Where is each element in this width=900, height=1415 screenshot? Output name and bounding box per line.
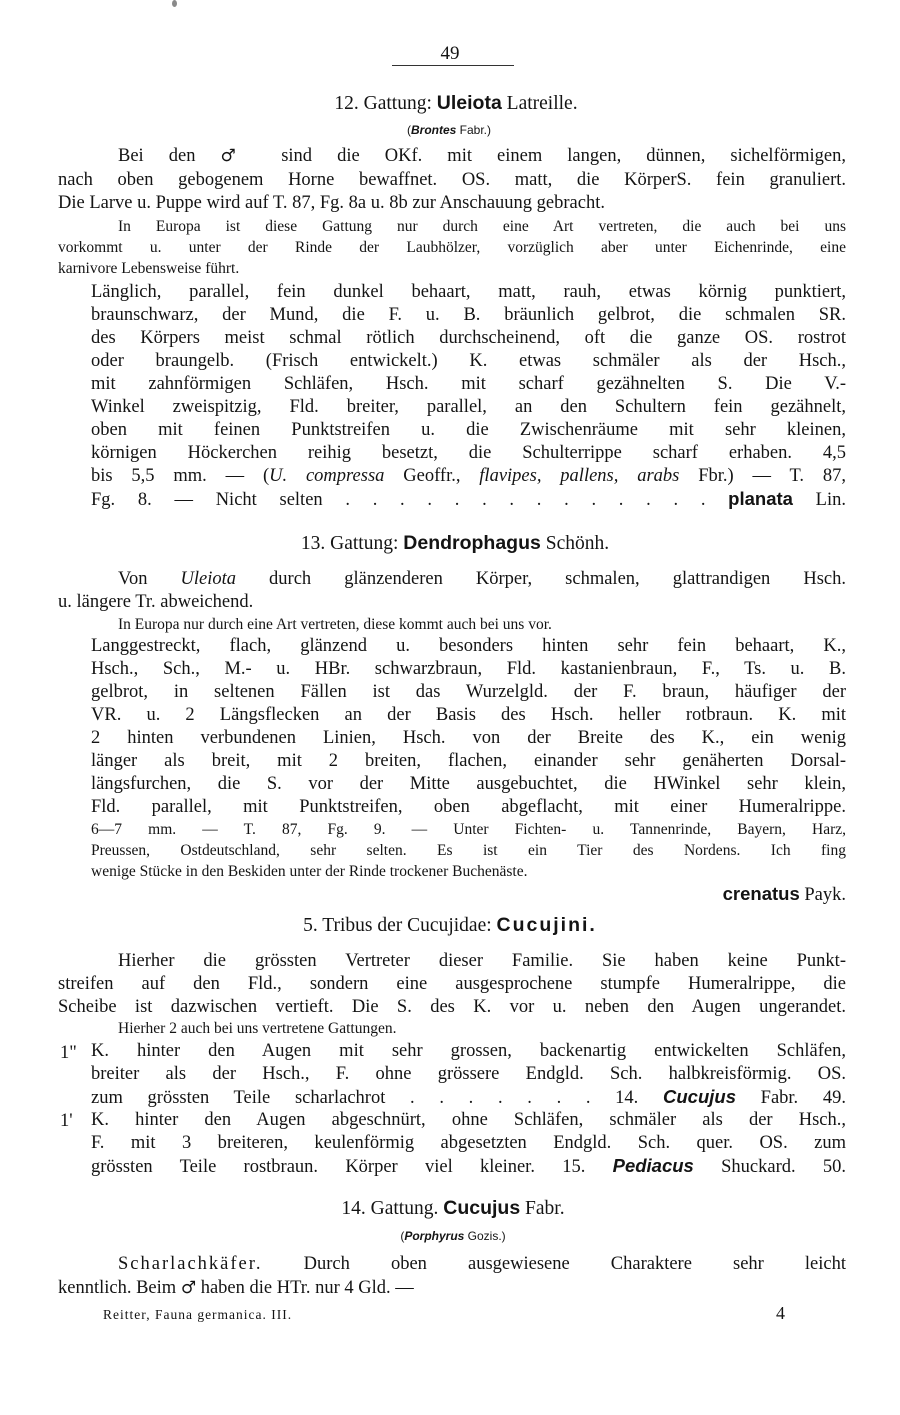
- key-line: F. mit 3 breiteren, keulenförmig abgesetzten Endgld. Sch. quer. OS. zum: [91, 1133, 846, 1153]
- genus-12-description-line: körnigen Höckerchen reihig besetzt, die Schulterrippe scharf erhaben. 4,5: [91, 443, 846, 463]
- tribus-para-line: Scheibe ist dazwischen vertieft. Die S. des K. vor u. neben den Augen ungerandet.: [58, 997, 846, 1017]
- genus-14-para-line: Scharlachkäfer. Durch oben ausgewiesene Charaktere sehr leicht: [118, 1254, 846, 1274]
- genus-13-description-line: Langgestreckt, flach, glänzend u. besonders hinten sehr fein behaart, K.,: [91, 636, 846, 656]
- genus-12-para-line: nach oben gebogenem Horne bewaffnet. OS. matt, die KörperS. fein granuliert.: [58, 170, 846, 190]
- species-name: crenatus: [722, 883, 800, 904]
- genus-12-species-line: Fg. 8. — Nicht selten . . . . . . . . . . . . . . planata Lin.: [91, 488, 846, 510]
- genus-13-description-line: 6—7 mm. — T. 87, Fg. 9. — Unter Fichten- u. Tannenrinde, Bayern, Harz,: [91, 821, 846, 838]
- genus-12-para-line: Die Larve u. Puppe wird auf T. 87, Fg. 8a u. 8b zur Anschauung gebracht.: [58, 193, 605, 213]
- genus-12-note-line: karnivore Lebensweise führt.: [58, 260, 240, 277]
- header-rule: [392, 65, 514, 66]
- tribus-heading: 5. Tribus der Cucujidae: Cucujini.: [303, 914, 597, 936]
- genus-14-para-line: kenntlich. Beim ♂ haben die HTr. nur 4 Gld. —: [58, 1278, 414, 1298]
- key-line: breiter als der Hsch., F. ohne grössere Endgld. Sch. halbkreisförmig. OS.: [91, 1064, 846, 1084]
- genus-13-description-line: gelbrot, in seltenen Fällen ist das Wurzelgld. der F. braun, häufiger der: [91, 682, 846, 702]
- footer-signature: 4: [776, 1303, 785, 1323]
- footer-source: Reitter, Fauna germanica. III.: [103, 1307, 293, 1322]
- genus-name: Dendrophagus: [403, 532, 541, 554]
- genus-13-description-line: länger als breit, mit 2 breiten, flachen, einander sehr genäherten Dorsal-: [91, 751, 846, 771]
- print-speck: [172, 0, 177, 7]
- species-name: planata: [728, 488, 793, 509]
- genus-13-description-line: Hsch., Sch., M.- u. HBr. schwarzbraun, Fld. kastanienbraun, F., Ts. u. B.: [91, 659, 846, 679]
- genus-13-description-line: Preussen, Ostdeutschland, sehr selten. Es ist ein Tier des Nordens. Ich fing: [91, 842, 846, 859]
- genus-13-description-line: wenige Stücke in den Beskiden unter der Rinde trockener Buchenäste.: [91, 863, 528, 880]
- genus-name: Cucujus: [443, 1197, 521, 1219]
- tribus-name: Cucujini.: [496, 914, 597, 936]
- page-number: 49: [440, 43, 460, 64]
- genus-12-description-line: des Körpers meist schmal rötlich durchscheinend, oft die ganze OS. rostrot: [91, 328, 846, 348]
- key-line: K. hinter den Augen abgeschnürt, ohne Schläfen, schmäler als der Hsch.,: [91, 1110, 846, 1130]
- key-marker: 1": [60, 1043, 77, 1063]
- tribus-note-line: Hierher 2 auch bei uns vertretene Gattungen.: [118, 1020, 397, 1037]
- genus-12-description-line: Länglich, parallel, fein dunkel behaart, matt, rauh, etwas körnig punktiert,: [91, 282, 846, 302]
- genus-13-description-line: VR. u. 2 Längsflecken an der Basis des Hsch. heller rotbraun. K. mit: [91, 705, 846, 725]
- genus-12-synonym: (Brontes Fabr.): [406, 123, 492, 137]
- genus-13-description-line: längsfurchen, die S. vor der Mitte ausgebuchtet, die HWinkel sehr klein,: [91, 774, 846, 794]
- genus-12-description-line: Winkel zweispitzig, Fld. breiter, parallel, an den Schultern fein gezähnelt,: [91, 397, 846, 417]
- genus-name: Pediacus: [612, 1155, 694, 1176]
- key-line: grössten Teile rostbraun. Körper viel kleiner. 15. Pediacus Shuckard. 50.: [91, 1155, 847, 1177]
- genus-14-heading: 14. Gattung. Cucujus Fabr.: [341, 1197, 565, 1219]
- genus-14-synonym: (Porphyrus Gozis.): [400, 1229, 506, 1243]
- genus-12-para-line: Bei den ♂ sind die OKf. mit einem langen, dünnen, sichelförmigen,: [118, 146, 846, 166]
- genus-12-description-line: oben mit feinen Punktstreifen u. die Zwischenräume mit sehr kleinen,: [91, 420, 846, 440]
- genus-12-description-line: mit zahnförmigen Schläfen, Hsch. mit scharf gezähnelten S. Die V.-: [91, 374, 846, 394]
- key-line: K. hinter den Augen mit sehr grossen, backenartig entwickelten Schläfen,: [91, 1041, 846, 1061]
- tribus-para-line: streifen auf den Fld., sondern eine ausgesprochene stumpfe Humeralrippe, die: [58, 974, 846, 994]
- genus-12-description-line: bis 5,5 mm. — (U. compressa Geoffr., flavipes, pallens, arabs Fbr.) — T. 87,: [91, 466, 847, 486]
- genus-13-description-line: 2 hinten verbundenen Linien, Hsch. von der Breite des K., ein wenig: [91, 728, 846, 748]
- genus-name: Uleiota: [436, 92, 502, 114]
- genus-13-note-line: In Europa nur durch eine Art vertreten, diese kommt auch bei uns vor.: [118, 616, 552, 633]
- key-line: zum grössten Teile scharlachrot . . . . . . . 14. Cucujus Fabr. 49.: [91, 1086, 846, 1108]
- genus-name: Cucujus: [663, 1086, 736, 1107]
- genus-13-heading: 13. Gattung: Dendrophagus Schönh.: [300, 532, 610, 554]
- genus-12-description-line: oder braungelb. (Frisch entwickelt.) K. etwas schmäler als der Hsch.,: [91, 351, 846, 371]
- genus-13-para-line: u. längere Tr. abweichend.: [58, 592, 254, 612]
- genus-12-heading: 12. Gattung: Uleiota Latreille.: [334, 92, 578, 114]
- key-marker: 1': [60, 1111, 73, 1131]
- tribus-para-line: Hierher die grössten Vertreter dieser Familie. Sie haben keine Punkt-: [118, 951, 846, 971]
- genus-13-species-line: crenatus Payk.: [722, 883, 846, 905]
- genus-13-para-line: Von Uleiota durch glänzenderen Körper, schmalen, glattrandigen Hsch.: [118, 569, 846, 589]
- male-symbol-icon: ♂: [180, 1278, 197, 1298]
- genus-13-description-line: Fld. parallel, mit Punktstreifen, oben abgeflacht, mit einer Humeralrippe.: [91, 797, 846, 817]
- male-symbol-icon: ♂: [220, 146, 257, 166]
- genus-12-note-line: In Europa ist diese Gattung nur durch eine Art vertreten, die auch bei uns: [118, 218, 846, 235]
- genus-12-note-line: vorkommt u. unter der Rinde der Laubhölzer, vorzüglich aber unter Eichenrinde, eine: [58, 239, 846, 256]
- genus-12-description-line: braunschwarz, der Mund, die F. u. B. bräunlich gelbrot, die schmalen SR.: [91, 305, 846, 325]
